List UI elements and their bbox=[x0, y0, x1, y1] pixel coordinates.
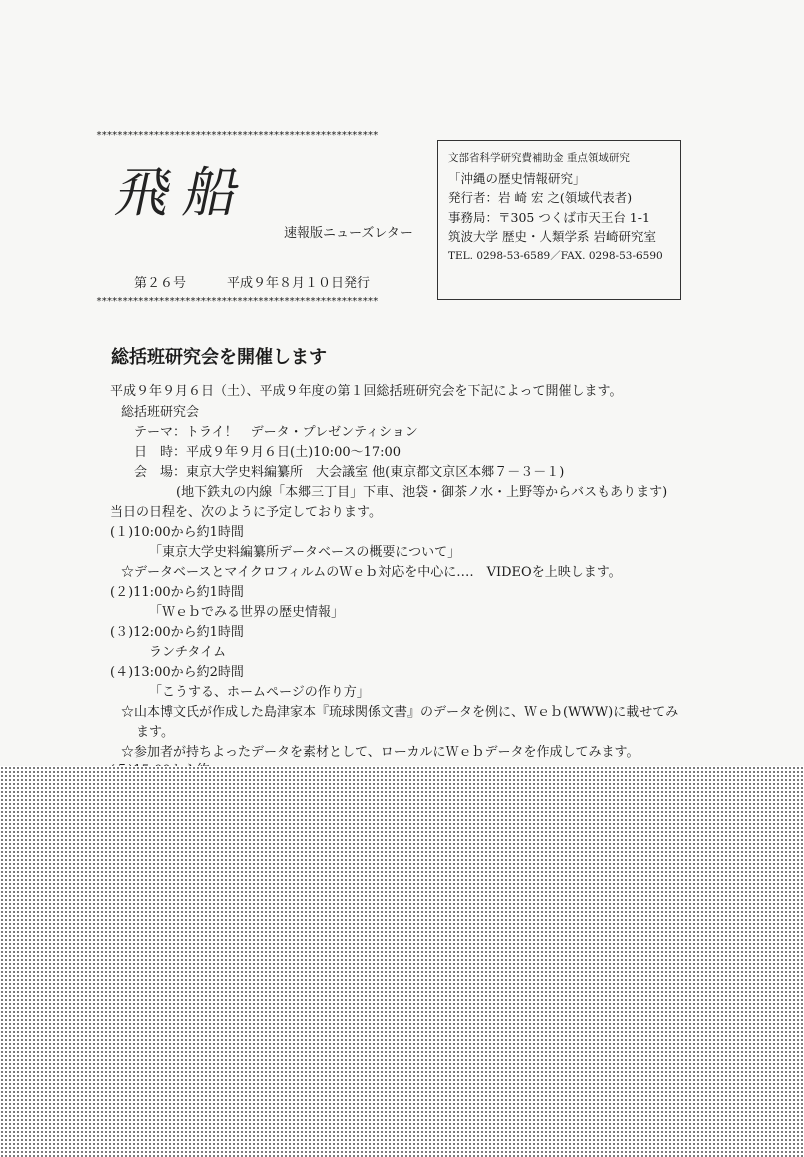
body-line: 「東京大学史料編纂所データベースの概要について」 bbox=[149, 545, 461, 560]
body-line: 当日の日程を、次のように予定しております。 bbox=[110, 505, 382, 520]
halftone-overlay bbox=[0, 766, 804, 1157]
body-line: 平成９年９月６日（土）、平成９年度の第１回総括班研究会を下記によって開催します。 bbox=[110, 384, 623, 399]
body-line: ランチタイム bbox=[149, 645, 227, 660]
publisher-info-box bbox=[437, 140, 681, 300]
newsletter-logo: 飛船 bbox=[110, 161, 260, 224]
body-line: (２)11:00から約1時間 bbox=[110, 585, 244, 600]
contact-line: TEL. 0298-53-6589／FAX. 0298-53-6590 bbox=[448, 249, 663, 262]
body-line: 日 時：平成９年９月６日(土)10:00～17:00 bbox=[134, 445, 402, 460]
body-line: 「こうする、ホームページの作り方」 bbox=[149, 685, 370, 700]
body-line: ます。 bbox=[136, 725, 174, 740]
bottom-star-rule: ****************************************************** bbox=[96, 296, 378, 307]
newsletter-subtitle: 速報版ニューズレター bbox=[284, 226, 413, 241]
article-heading: 総括班研究会を開催します bbox=[111, 347, 327, 368]
body-line: 総括班研究会 bbox=[121, 405, 200, 420]
body-line: (１)10:00から約1時間 bbox=[110, 525, 244, 540]
top-star-rule: ****************************************************** bbox=[96, 130, 378, 141]
issue-number: 第２６号 bbox=[134, 276, 187, 291]
body-line: (地下鉄丸の内線「本郷三丁目」下車、池袋・御茶ノ水・上野等からバスもあります) bbox=[176, 485, 668, 500]
office-address-line: 事務局：〒305 つくば市天王台 1-1 bbox=[448, 209, 650, 225]
body-line: (３)12:00から約1時間 bbox=[110, 625, 244, 640]
body-line: 会 場：東京大学史料編纂所 大会議室 他(東京都文京区本郷７－３－１) bbox=[134, 465, 565, 480]
project-title: 「沖縄の歴史情報研究」 bbox=[448, 170, 586, 186]
body-line: テーマ：トライ！ データ・プレゼンティション bbox=[134, 425, 418, 440]
office-lab-line: 筑波大学 歴史・人類学系 岩崎研究室 bbox=[448, 229, 656, 244]
grant-line: 文部省科学研究費補助金 重点領域研究 bbox=[448, 152, 630, 164]
body-line: ☆山本博文氏が作成した島津家本『琉球関係文書』のデータを例に、Ｗｅｂ(WWW)に載せてみ bbox=[121, 705, 679, 720]
body-line: ☆参加者が持ちよったデータを素材として、ローカルにＷｅｂデータを作成してみます。 bbox=[121, 745, 640, 760]
body-line: (４)13:00から約2時間 bbox=[110, 665, 244, 680]
issue-date: 平成９年８月１０日発行 bbox=[227, 276, 371, 291]
publisher-line: 発行者：岩 崎 宏 之(領域代表者) bbox=[448, 190, 633, 205]
body-line: ☆データベースとマイクロフィルムのＷｅｂ対応を中心に‥‥ VIDEOを上映します。 bbox=[121, 565, 622, 580]
body-line: 「Ｗｅｂでみる世界の歴史情報」 bbox=[149, 605, 345, 620]
